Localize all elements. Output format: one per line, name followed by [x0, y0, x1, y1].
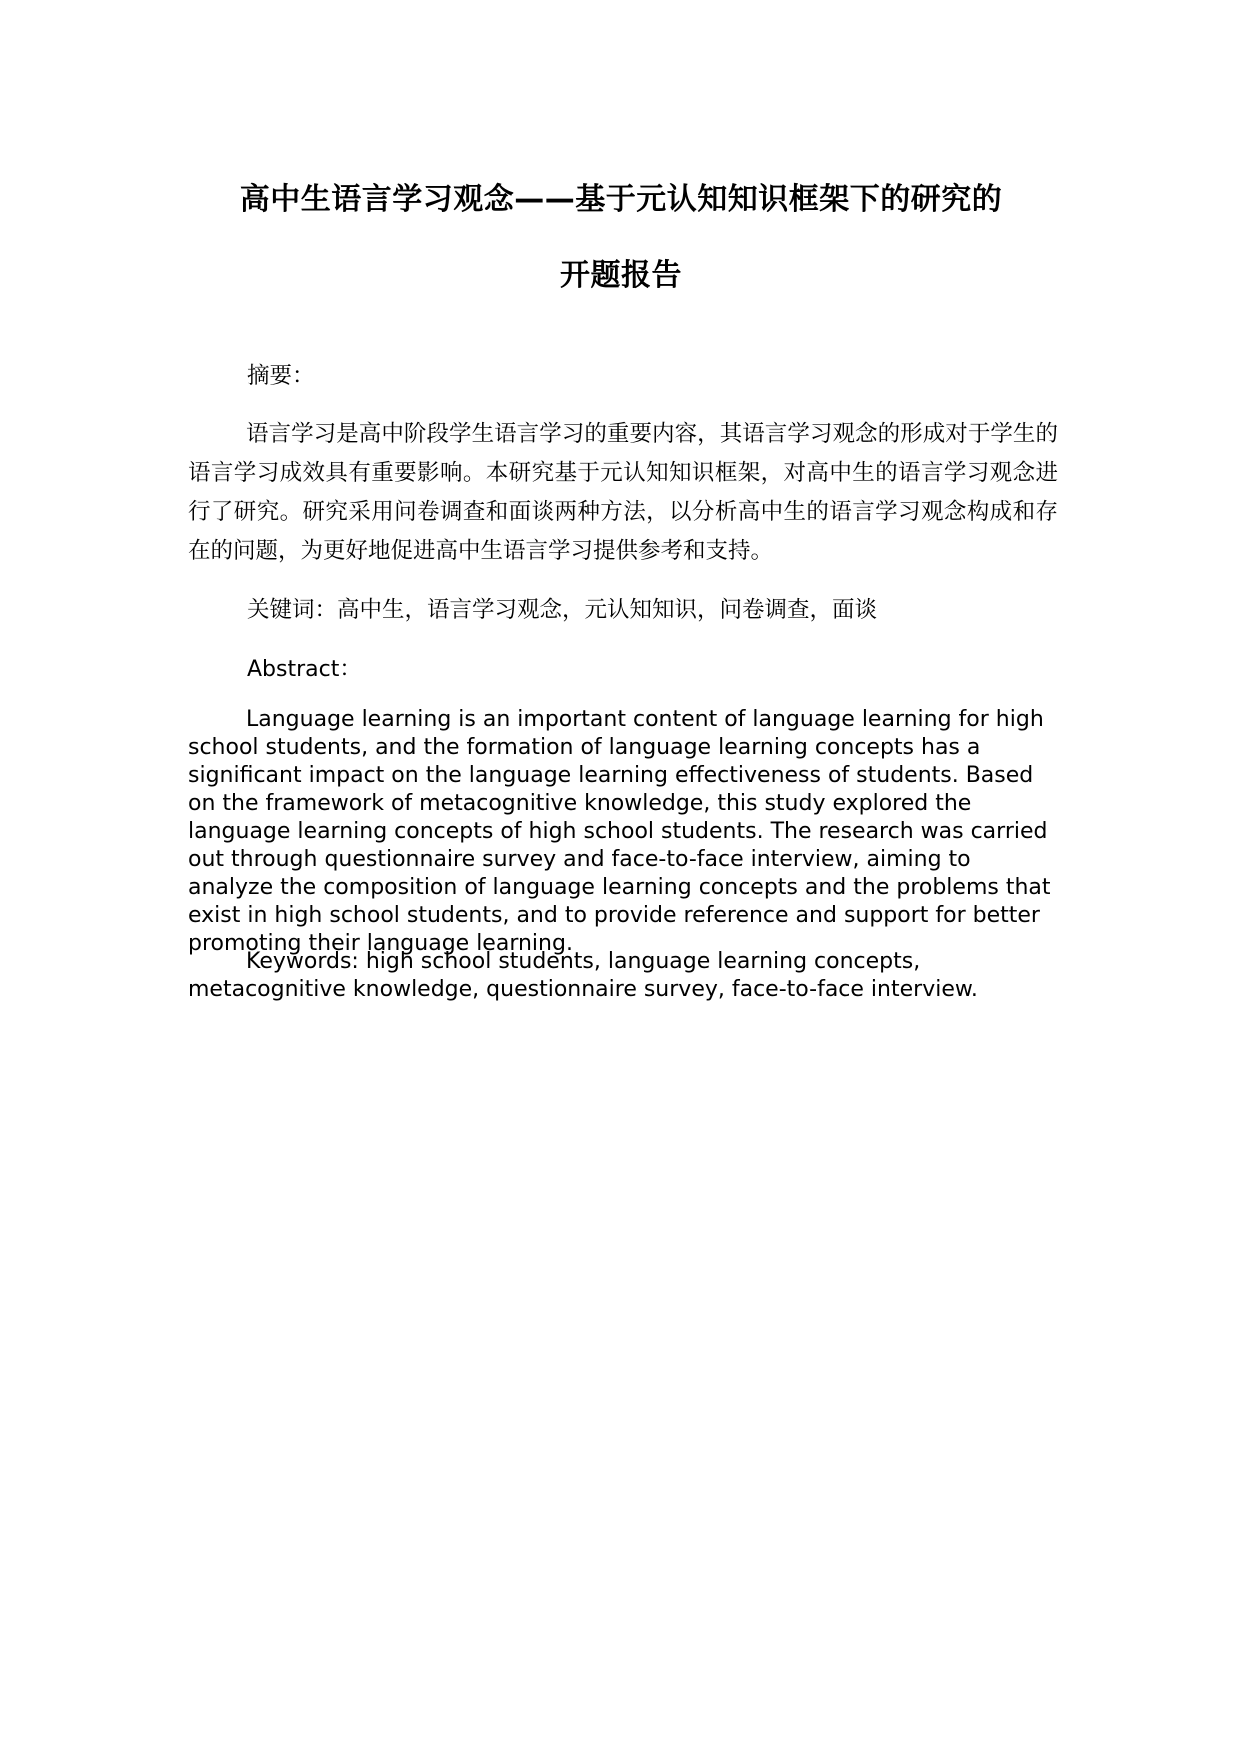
english-keywords: Keywords: high school students, language learning concepts, metacognitive knowledge, questionnaire survey, face-to-face interview.	[188, 949, 978, 1002]
chinese-keywords: 关键词：高中生，语言学习观念，元认知知识，问卷调查，面谈	[247, 597, 878, 623]
chinese-abstract-label: 摘要：	[247, 363, 315, 389]
document-title-line-2: 开题报告	[560, 258, 682, 293]
document-title-line-1: 高中生语言学习观念——基于元认知知识框架下的研究的	[239, 182, 1003, 217]
chinese-abstract-body: 语言学习是高中阶段学生语言学习的重要内容，其语言学习观念的形成对于学生的语言学习成效具有重要影响。本研究基于元认知知识框架，对高中生的语言学习观念进行了研究。研究采用问卷调查和面谈两种方法，以分析高中生的语言学习观念构成和存在的问题，为更好地促进高中生语言学习提供参考和支持。	[188, 421, 1058, 564]
english-abstract-label: Abstract：	[247, 657, 362, 682]
english-abstract-body: Language learning is an important content of language learning for high school students, and the formation of language learning concepts has a significant impact on the language learning effectiveness of students. Based on the framework of metacognitive knowledge, this study explored the language learning concepts of high school students. The research was carried out through questionnaire survey and face-to-face interview, aiming to analyze the composition of language learning concepts and the problems that exist in high school students, and to provide reference and support for better promoting their language learning.	[188, 707, 1051, 956]
